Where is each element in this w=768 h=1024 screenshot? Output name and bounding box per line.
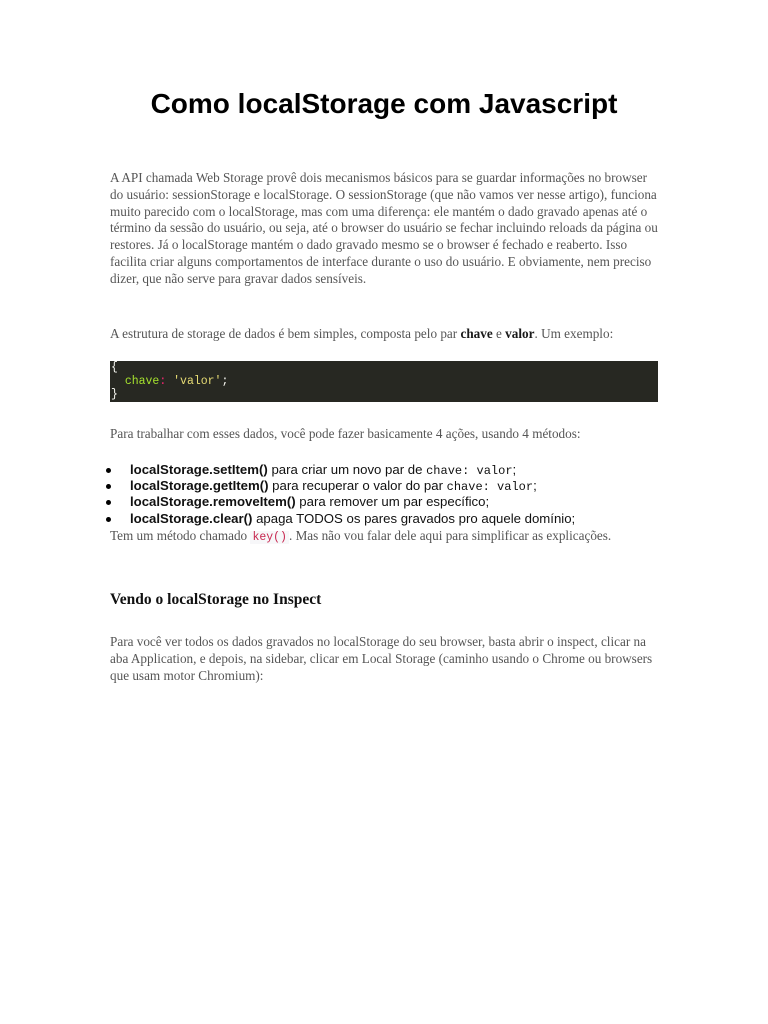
list-item — [110, 462, 710, 478]
bullet-icon — [106, 468, 111, 473]
code-key: chave — [124, 374, 160, 388]
code-colon: : — [159, 374, 167, 388]
method-name: localStorage.setItem() — [130, 462, 268, 477]
list-item — [110, 478, 710, 494]
bullet-icon — [106, 500, 111, 505]
section-heading: Vendo o localStorage no Inspect — [110, 591, 322, 608]
structure-text-middle: e — [492, 326, 506, 341]
code-line-open: { — [111, 361, 118, 374]
method-desc: para remover um par específico; — [295, 494, 490, 510]
intro-paragraph: A API chamada Web Storage provê dois mecanismos básicos para se guardar informações no browser do usuário: sessionStorage e localStorage. O sessionStorage (que não vamos ver nesse artigo), funciona muito parecido com o localStorage, mas com uma diferença: ele mantém o dado gravado apenas até o término da sessão do usuário, ou seja, até o browser do usuário se fechar incluindo reloads da página ou restores. Já o localStorage mantém o dado gravado mesmo se o browser é fechado e reaberto. Isso facilita criar alguns comportamentos de interface durante o uso do usuário. E obviamente, nem preciso dizer, que não serve para gravar dados sensíveis. — [110, 170, 658, 286]
method-end: ; — [512, 462, 517, 477]
note-text-before: Tem um método chamado — [110, 528, 251, 543]
methods-intro: Para trabalhar com esses dados, você pode fazer basicamente 4 ações, usando 4 métodos: — [110, 426, 581, 441]
code-example-block — [110, 361, 658, 402]
bullet-icon — [106, 517, 111, 522]
method-desc: para criar um novo par de — [267, 462, 427, 477]
method-code: chave: valor — [446, 480, 534, 495]
method-code: chave: valor — [426, 464, 513, 478]
key-method-note — [110, 528, 660, 547]
inline-code-key: key() — [252, 531, 287, 544]
structure-paragraph — [110, 326, 660, 343]
structure-text-after: . Um exemplo: — [534, 326, 614, 341]
bullet-icon — [106, 484, 111, 489]
method-name: localStorage.clear() — [130, 510, 253, 526]
code-line-pair — [111, 375, 658, 389]
method-desc: apaga TODOS os pares gravados pro aquele domínio; — [252, 510, 576, 526]
inspect-paragraph: Para você ver todos os dados gravados no localStorage do seu browser, basta abrir o inspect, clicar na aba Application, e depois, na sidebar, clicar em Local Storage (caminho usando o Chrome ou browsers que usam motor Chromium): — [110, 634, 653, 683]
note-text-after: . Mas não vou falar dele aqui para simplificar as explicações. — [288, 528, 612, 543]
structure-bold-key: chave — [460, 326, 493, 341]
structure-text-before: A estrutura de storage de dados é bem simples, composta pelo par — [110, 326, 461, 341]
list-item — [110, 494, 710, 510]
structure-bold-value: valor — [505, 326, 535, 341]
method-name: localStorage.getItem() — [130, 478, 269, 494]
methods-list — [110, 462, 710, 527]
code-value: 'valor' — [173, 374, 222, 388]
code-semicolon: ; — [221, 374, 229, 388]
method-desc: para recuperar o valor do par — [268, 478, 447, 494]
method-name: localStorage.removeItem() — [130, 494, 296, 510]
page-title: Como localStorage com Javascript — [150, 88, 618, 119]
code-line-close: } — [111, 388, 118, 401]
list-item — [110, 511, 710, 527]
method-end: ; — [533, 478, 537, 494]
